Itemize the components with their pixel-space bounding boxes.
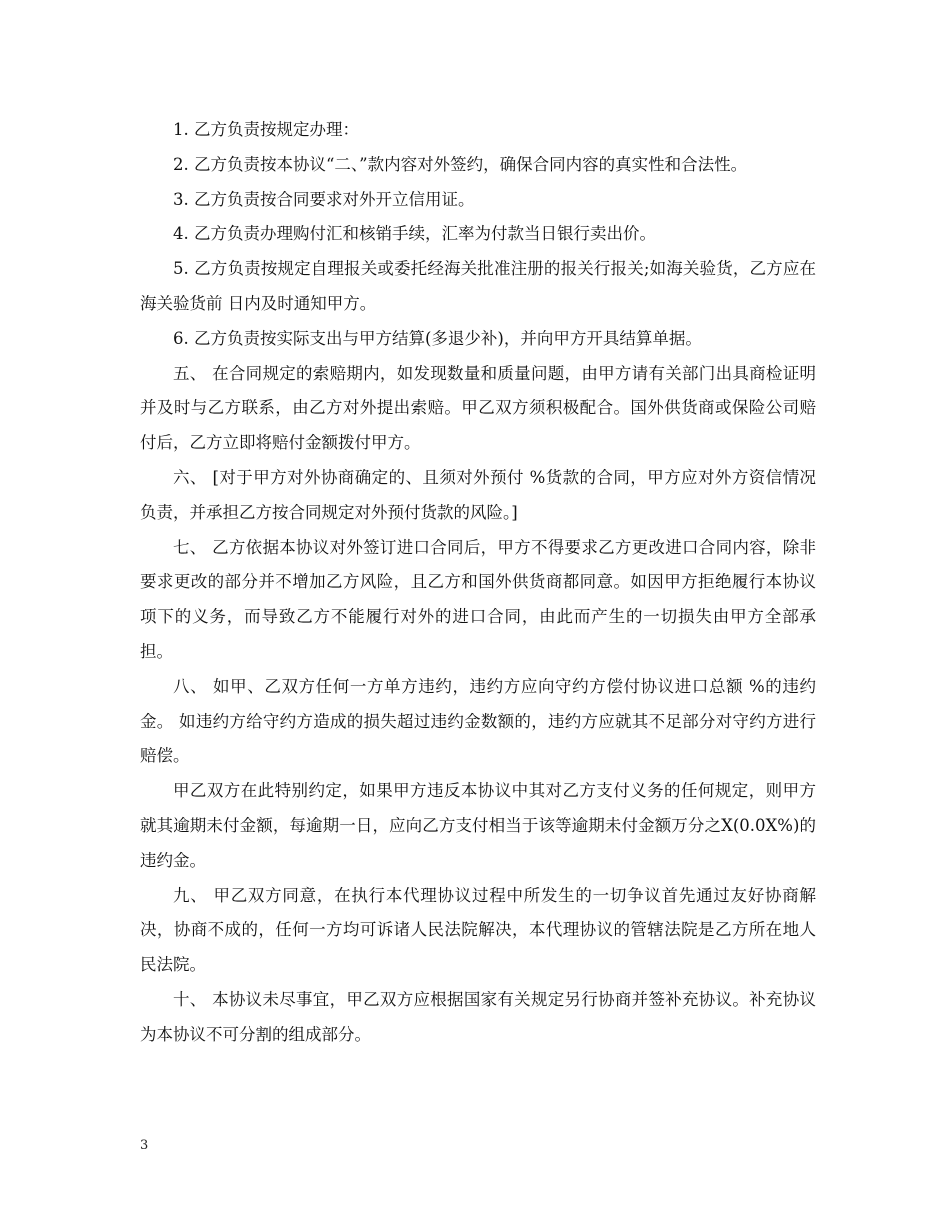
clause-paragraph: 六、 [对于甲方对外协商确定的、且须对外预付 %货款的合同，甲方应对外方资信情况负责，并承担乙方按合同规定对外预付货款的风险。] xyxy=(140,467,816,522)
clause-paragraph: 2. 乙方负责按本协议“二、”款内容对外签约，确保合同内容的真实性和合法性。 xyxy=(173,154,748,174)
clause-paragraph: 6. 乙方负责按实际支出与甲方结算(多退少补)，并向甲方开具结算单据。 xyxy=(173,328,702,348)
clause-paragraph: 1. 乙方负责按规定办理： xyxy=(173,120,359,139)
document-body xyxy=(140,113,816,1053)
clause-paragraph: 九、 甲乙双方同意，在执行本代理协议过程中所发生的一切争议首先通过友好协商解决，协商不成的，任何一方均可诉诸人民法院解决，本代理协议的管辖法院是乙方所在地人民法院。 xyxy=(140,885,816,975)
clause-paragraph: 4. 乙方负责办理购付汇和核销手续，汇率为付款当日银行卖出价。 xyxy=(173,224,656,244)
clause-paragraph: 甲乙双方在此特别约定，如果甲方违反本协议中其对乙方支付义务的任何规定，则甲方就其逾期未付金额，每逾期一日，应向乙方支付相当于该等逾期未付金额万分之X(0.0X%)的违约金。 xyxy=(140,781,816,870)
clause-paragraph: 五、 在合同规定的索赔期内，如发现数量和质量问题，由甲方请有关部门出具商检证明并及时与乙方联系，由乙方对外提出索赔。甲乙双方须积极配合。国外供货商或保险公司赔付后，乙方立即将赔付金额拨付甲方。 xyxy=(140,363,816,453)
clause-paragraph: 七、 乙方依据本协议对外签订进口合同后，甲方不得要求乙方更改进口合同内容，除非要求更改的部分并不增加乙方风险，且乙方和国外供货商都同意。如因甲方拒绝履行本协议项下的义务，而导致乙方不能履行对外的进口合同，由此而产生的一切损失由甲方全部承担。 xyxy=(140,537,816,661)
clause-paragraph: 十、 本协议未尽事宜，甲乙双方应根据国家有关规定另行协商并签补充协议。补充协议为本协议不可分割的组成部分。 xyxy=(140,989,816,1044)
page-number: 3 xyxy=(140,1138,149,1153)
clause-paragraph: 5. 乙方负责按规定自理报关或委托经海关批准注册的报关行报关;如海关验货，乙方应在海关验货前 日内及时通知甲方。 xyxy=(140,259,816,313)
clause-paragraph: 八、 如甲、乙双方任何一方单方违约，违约方应向守约方偿付协议进口总额 %的违约金。 如违约方给守约方造成的损失超过违约金数额的，违约方应就其不足部分对守约方进行赔偿。 xyxy=(140,676,816,766)
clause-paragraph: 3. 乙方负责按合同要求对外开立信用证。 xyxy=(173,189,475,209)
